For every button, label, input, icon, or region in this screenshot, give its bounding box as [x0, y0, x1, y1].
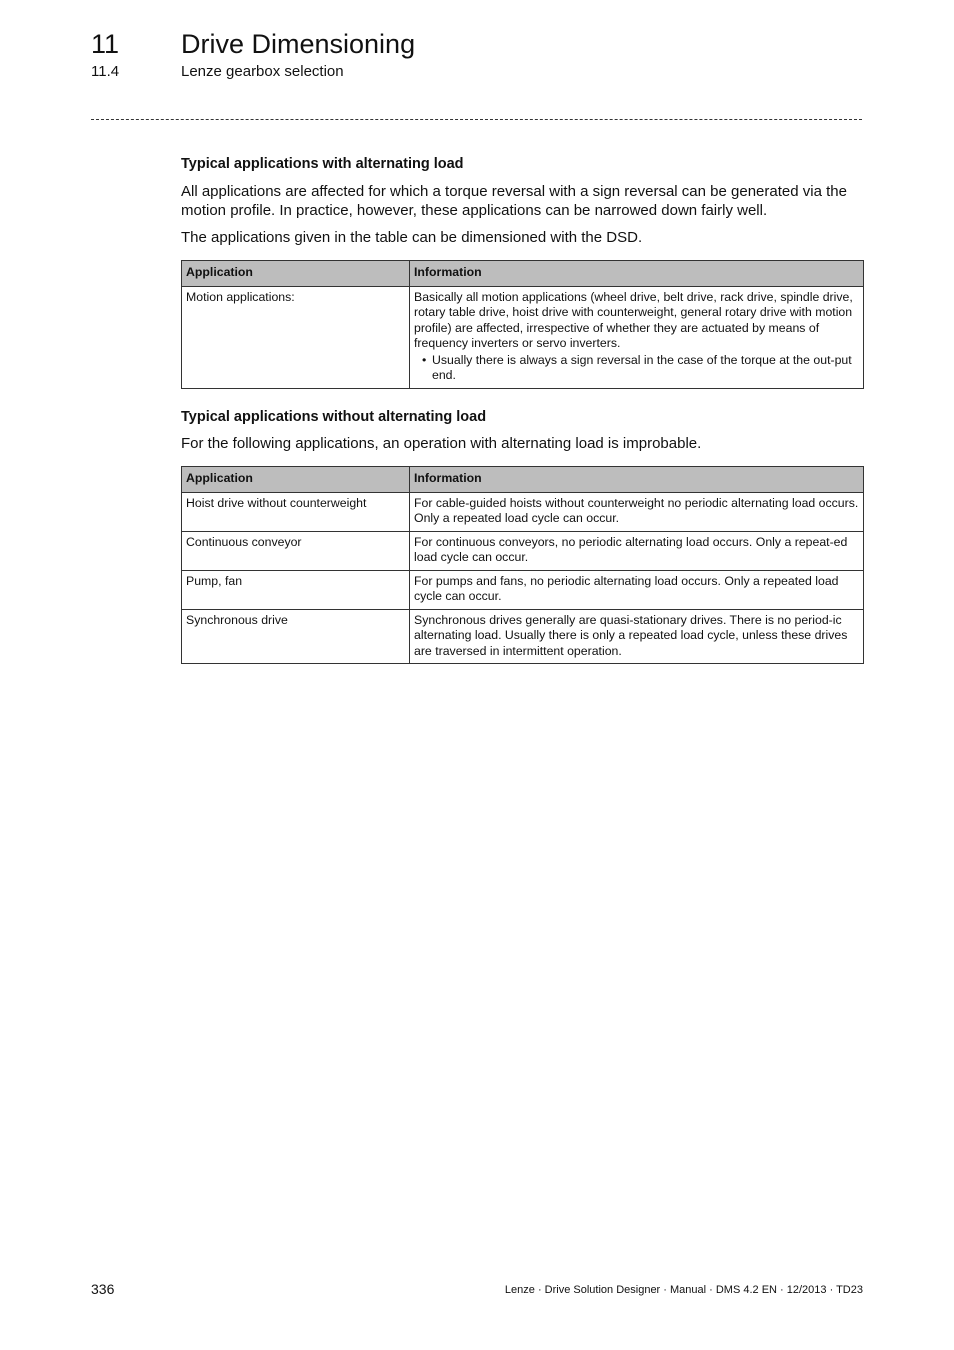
table-row — [182, 492, 864, 531]
cell-application: Hoist drive without counterweight — [182, 492, 410, 531]
table-row — [182, 531, 864, 570]
heading-without-alternating-load: Typical applications without alternating load — [181, 409, 487, 425]
cell-information: For continuous conveyors, no periodic alternating load occurs. Only a repeat-ed load cycle can occur. — [410, 531, 864, 570]
cell-application: Pump, fan — [182, 570, 410, 609]
column-header-application: Application — [182, 467, 410, 493]
chapter-title: Drive Dimensioning — [181, 29, 416, 59]
paragraph-alternating-intro: All applications are affected for which a torque reversal with a sign reversal can be generated via the motion profile. In practice, however, these applications can be narrowed down fairly well. — [181, 183, 847, 219]
bullet-dot-icon: • — [422, 352, 427, 367]
paragraph-without-alternating-intro: For the following applications, an operation with alternating load is improbable. — [181, 435, 702, 452]
cell-application: Motion applications: — [182, 286, 410, 388]
section-title: Lenze gearbox selection — [181, 63, 344, 80]
table-alternating-load — [181, 260, 864, 389]
cell-information-text: Basically all motion applications (wheel drive, belt drive, rack drive, spindle drive, rotary table drive, hoist drive with counterweight, general rotary drive with motion profile) are affected, irrespective of whether they are actuated by means of frequency inverters or servo inverters. — [414, 289, 853, 350]
cell-application: Synchronous drive — [182, 609, 410, 664]
cell-information: For pumps and fans, no periodic alternating load occurs. Only a repeated load cycle can occur. — [410, 570, 864, 609]
table-header-row — [182, 467, 864, 493]
footer-text: Lenze · Drive Solution Designer · Manual · DMS 4.2 EN · 12/2013 · TD23 — [504, 1284, 863, 1296]
table-row — [182, 286, 864, 388]
cell-application: Continuous conveyor — [182, 531, 410, 570]
bullet-text: Usually there is always a sign reversal in the case of the torque at the out-put end. — [432, 352, 852, 382]
table-without-alternating-load — [181, 466, 864, 664]
column-header-application: Application — [182, 261, 410, 287]
bullet-item — [414, 353, 859, 384]
section-number: 11.4 — [91, 63, 120, 80]
column-header-information: Information — [410, 467, 864, 493]
cell-information: For cable-guided hoists without counterweight no periodic alternating load occurs. Only a repeated load cycle can occur. — [410, 492, 864, 531]
table-header-row — [182, 261, 864, 287]
heading-alternating-load: Typical applications with alternating load — [181, 156, 464, 172]
table-row — [182, 570, 864, 609]
page-number: 336 — [91, 1281, 115, 1297]
table-row — [182, 609, 864, 664]
chapter-number: 11 — [91, 29, 120, 59]
cell-information: Synchronous drives generally are quasi-stationary drives. There is no period-ic alternating load. Usually there is only a repeated load cycle, unless these drives are traversed in intermittent operation. — [410, 609, 864, 664]
cell-information — [410, 286, 864, 388]
column-header-information: Information — [410, 261, 864, 287]
paragraph-dsd-note: The applications given in the table can be dimensioned with the DSD. — [181, 229, 643, 246]
header-divider — [91, 119, 862, 120]
